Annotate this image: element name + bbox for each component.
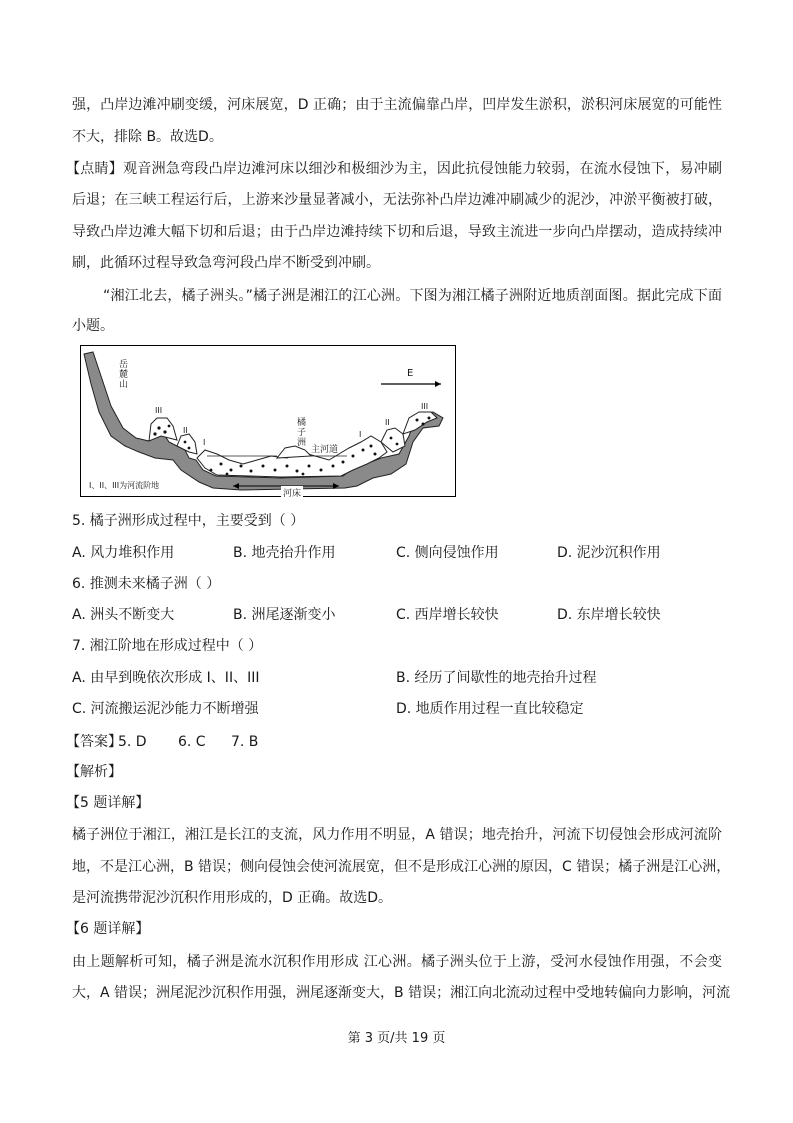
page-number: 第 3 页/共 19 页 [347, 1031, 446, 1046]
option: C. 侧向侵蚀作用 [396, 545, 499, 561]
option: D. 泥沙沉积作用 [557, 545, 661, 561]
option: D. 东岸增长较快 [557, 607, 661, 623]
option: A. 洲头不断变大 [72, 607, 175, 623]
option: A. 风力堆积作用 [72, 545, 175, 561]
option: D. 地质作用过程一直比较稳定 [396, 701, 584, 717]
option: B. 经历了间歇性的地壳抬升过程 [396, 670, 597, 686]
label-yuelu: 岳麓山 [119, 360, 129, 390]
option: C. 河流搬运泥沙能力不断增强 [72, 701, 259, 717]
label-terrace-i-east: I [359, 430, 362, 439]
tip-line: 刷，此循环过程导致急弯河段凸岸不断受到冲刷。 [72, 255, 380, 271]
tip-line: 【点睛】观音洲急弯段凸岸边滩河床以细沙和极细沙为主，因此抗侵蚀能力较弱，在流水侵蚀下，易冲刷 [66, 161, 722, 177]
intro-line: 小题。 [72, 318, 114, 334]
q6-detail-line: 大，A 错误；洲尾泥沙沉积作用强，洲尾逐渐变大，B 错误；湘江向北流动过程中受地转偏向力影响，河流 [72, 985, 731, 1001]
option: C. 西岸增长较快 [396, 607, 499, 623]
q5-detail-line: 地，不是江心洲，B 错误；侧向侵蚀会使河流展宽，但不是形成江心洲的原因，C 错误；橘子洲是江心洲， [72, 859, 731, 875]
answer-label: 【答案】 [66, 734, 122, 750]
q6-detail-title: 【6 题详解】 [66, 921, 150, 937]
question-stem: 5. 橘子洲形成过程中，主要受到（ ） [72, 513, 305, 529]
tip-line: 导致凸岸边滩大幅下切和后退；由于凸岸边滩持续下切和后退，导致主流进一步向凸岸摆动，造成持续冲 [72, 224, 722, 240]
label-terrace-ii-east: II [385, 418, 390, 427]
figure-legend: I、II、III为河流阶地 [89, 481, 160, 490]
q6-detail-line: 由上题解析可知，橘子洲是流水沉积作用形成 江心洲。橘子洲头位于上游，受河水侵蚀作用强，不会变 [72, 954, 722, 970]
intro-line: “湘江北去，橘子洲头。”橘子洲是湘江的江心洲。下图为湘江橘子洲附近地质剖面图。据此完成下面 [103, 288, 722, 304]
label-terrace-iii-east: III [421, 402, 429, 411]
label-main-channel: 主河道 [311, 445, 339, 455]
label-terrace-i-west: I [203, 438, 206, 447]
answer-6: 6. C [178, 734, 206, 750]
option: B. 地壳抬升作用 [233, 545, 336, 561]
label-terrace-iii-west: III [155, 406, 163, 415]
geologic-section-figure [80, 345, 456, 497]
q5-detail-line: 是河流携带泥沙沉积作用形成的，D 正确。故选D。 [72, 890, 393, 906]
label-riverbed: 河床 [281, 486, 303, 499]
answer-7: 7. B [231, 734, 259, 750]
question-stem: 7. 湘江阶地在形成过程中（ ） [72, 638, 263, 654]
answer-5: 5. D [118, 734, 147, 750]
label-east: E [407, 368, 414, 379]
label-terrace-ii-west: II [183, 426, 188, 435]
paragraph-line: 强，凸岸边滩冲刷变缓，河床展宽，D 正确；由于主流偏靠凸岸，凹岸发生淤积，淤积河床展宽的可能性 [72, 97, 722, 113]
label-juzizhou: 橘子洲 [297, 418, 307, 448]
analysis-label: 【解析】 [66, 764, 122, 780]
option: A. 由早到晚依次形成 I、II、III [72, 670, 260, 686]
question-stem: 6. 推测未来橘子洲（ ） [72, 576, 221, 592]
paragraph-line: 不大，排除 B。故选D。 [72, 129, 223, 145]
option: B. 洲尾逐渐变小 [233, 607, 336, 623]
q5-detail-title: 【5 题详解】 [66, 795, 150, 811]
tip-line: 后退；在三峡工程运行后，上游来沙量显著减小，无法弥补凸岸边滩冲刷减少的泥沙，冲淤平衡被打破， [72, 192, 722, 208]
q5-detail-line: 橘子洲位于湘江，湘江是长江的支流，风力作用不明显，A 错误；地壳抬升，河流下切侵蚀会形成河流阶 [72, 827, 722, 843]
